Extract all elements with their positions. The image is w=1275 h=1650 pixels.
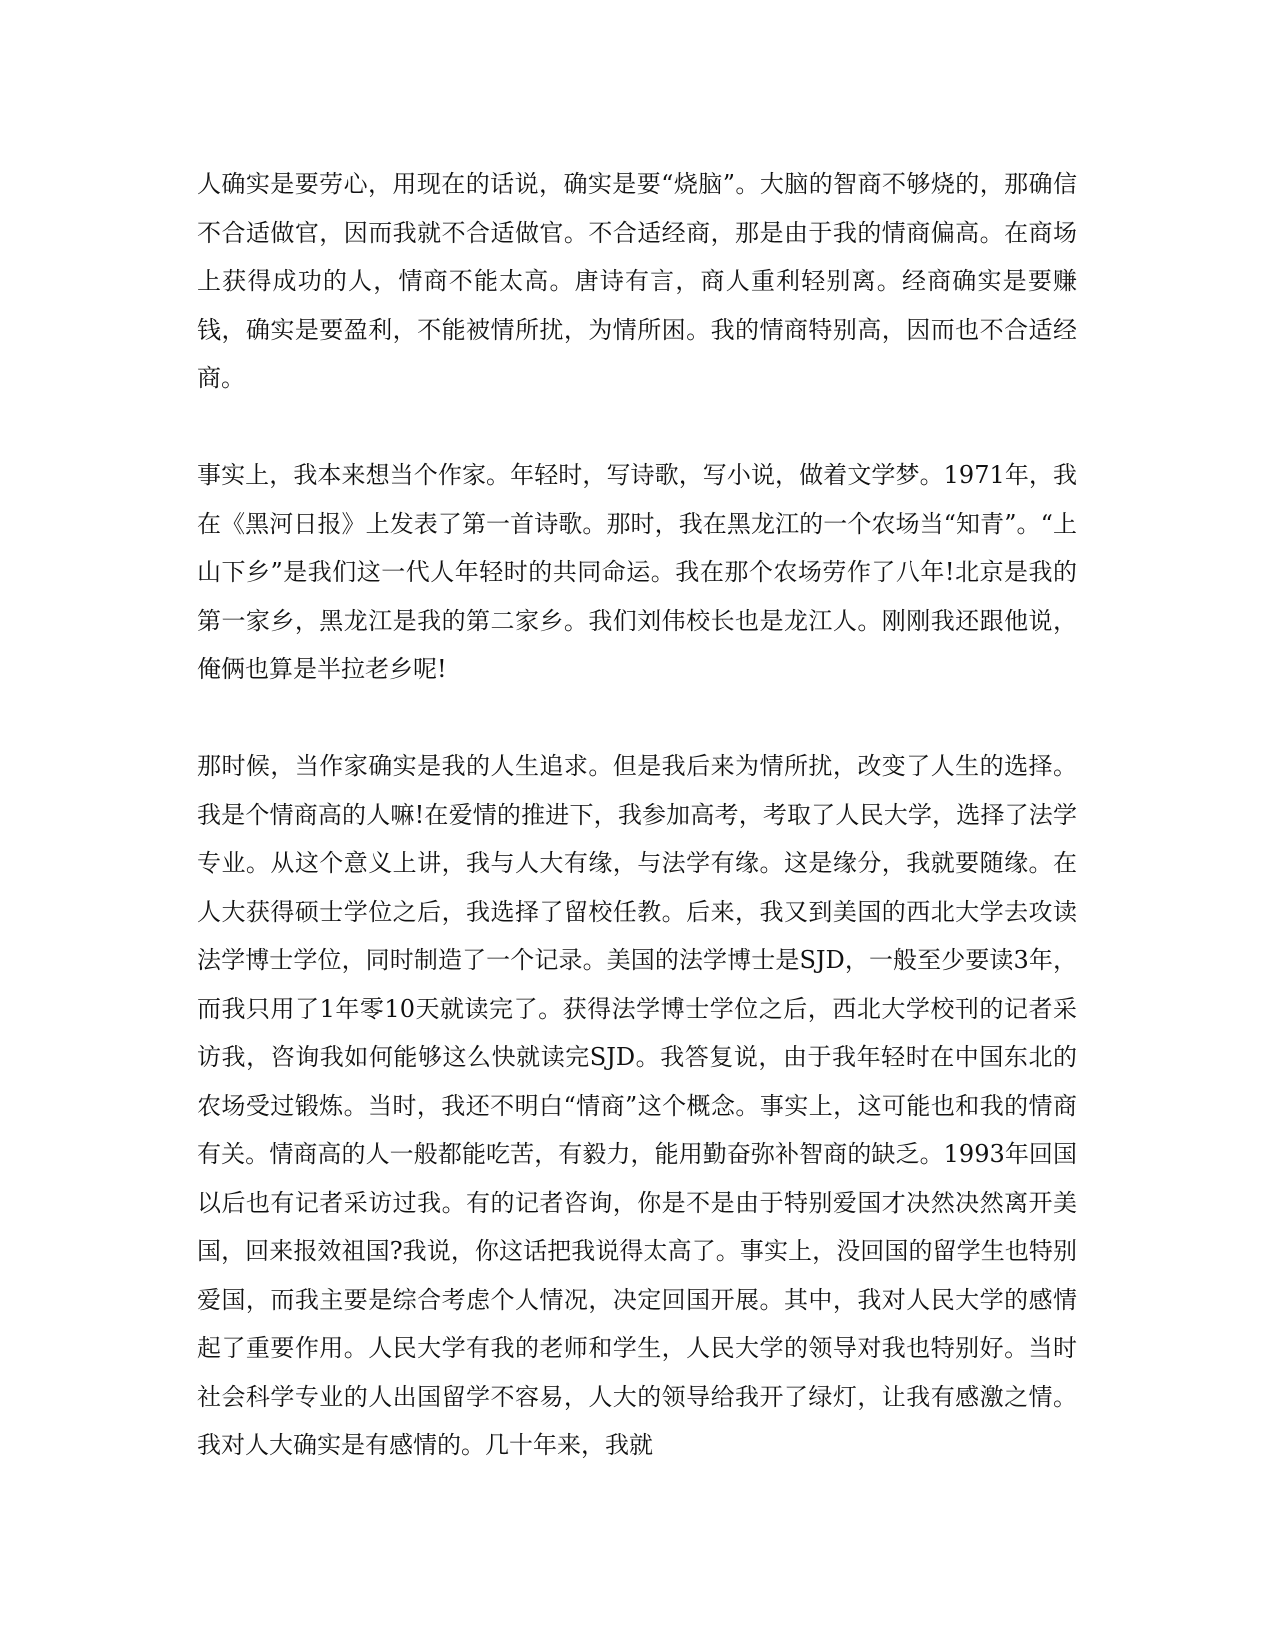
document-body (197, 160, 1077, 1470)
paragraph-3: 那时候，当作家确实是我的人生追求。但是我后来为情所扰，改变了人生的选择。我是个情商高的人嘛!在爱情的推进下，我参加高考，考取了人民大学，选择了法学专业。从这个意义上讲，我与人大有缘，与法学有缘。这是缘分，我就要随缘。在人大获得硕士学位之后，我选择了留校任教。后来，我又到美国的西北大学去攻读法学博士学位，同时制造了一个记录。美国的法学博士是SJD，一般至少要读3年，而我只用了1年零10天就读完了。获得法学博士学位之后，西北大学校刊的记者采访我，咨询我如何能够这么快就读完SJD。我答复说，由于我年轻时在中国东北的农场受过锻炼。当时，我还不明白“情商”这个概念。事实上，这可能也和我的情商有关。情商高的人一般都能吃苦，有毅力，能用勤奋弥补智商的缺乏。1993年回国以后也有记者采访过我。有的记者咨询，你是不是由于特别爱国才决然决然离开美国，回来报效祖国?我说，你这话把我说得太高了。事实上，没回国的留学生也特别爱国，而我主要是综合考虑个人情况，决定回国开展。其中，我对人民大学的感情起了重要作用。人民大学有我的老师和学生，人民大学的领导对我也特别好。当时社会科学专业的人出国留学不容易，人大的领导给我开了绿灯，让我有感激之情。我对人大确实是有感情的。几十年来，我就 (197, 752, 1077, 1459)
paragraph-2: 事实上，我本来想当个作家。年轻时，写诗歌，写小说，做着文学梦。1971年，我在《黑河日报》上发表了第一首诗歌。那时，我在黑龙江的一个农场当“知青”。“上山下乡”是我们这一代人年轻时的共同命运。我在那个农场劳作了八年!北京是我的第一家乡，黑龙江是我的第二家乡。我们刘伟校长也是龙江人。刚刚我还跟他说，俺俩也算是半拉老乡呢! (197, 461, 1077, 683)
paragraph-1: 人确实是要劳心，用现在的话说，确实是要“烧脑”。大脑的智商不够烧的，那确信不合适做官，因而我就不合适做官。不合适经商，那是由于我的情商偏高。在商场上获得成功的人，情商不能太高。唐诗有言，商人重利轻别离。经商确实是要赚钱，确实是要盈利，不能被情所扰，为情所困。我的情商特别高，因而也不合适经商。 (197, 170, 1077, 392)
